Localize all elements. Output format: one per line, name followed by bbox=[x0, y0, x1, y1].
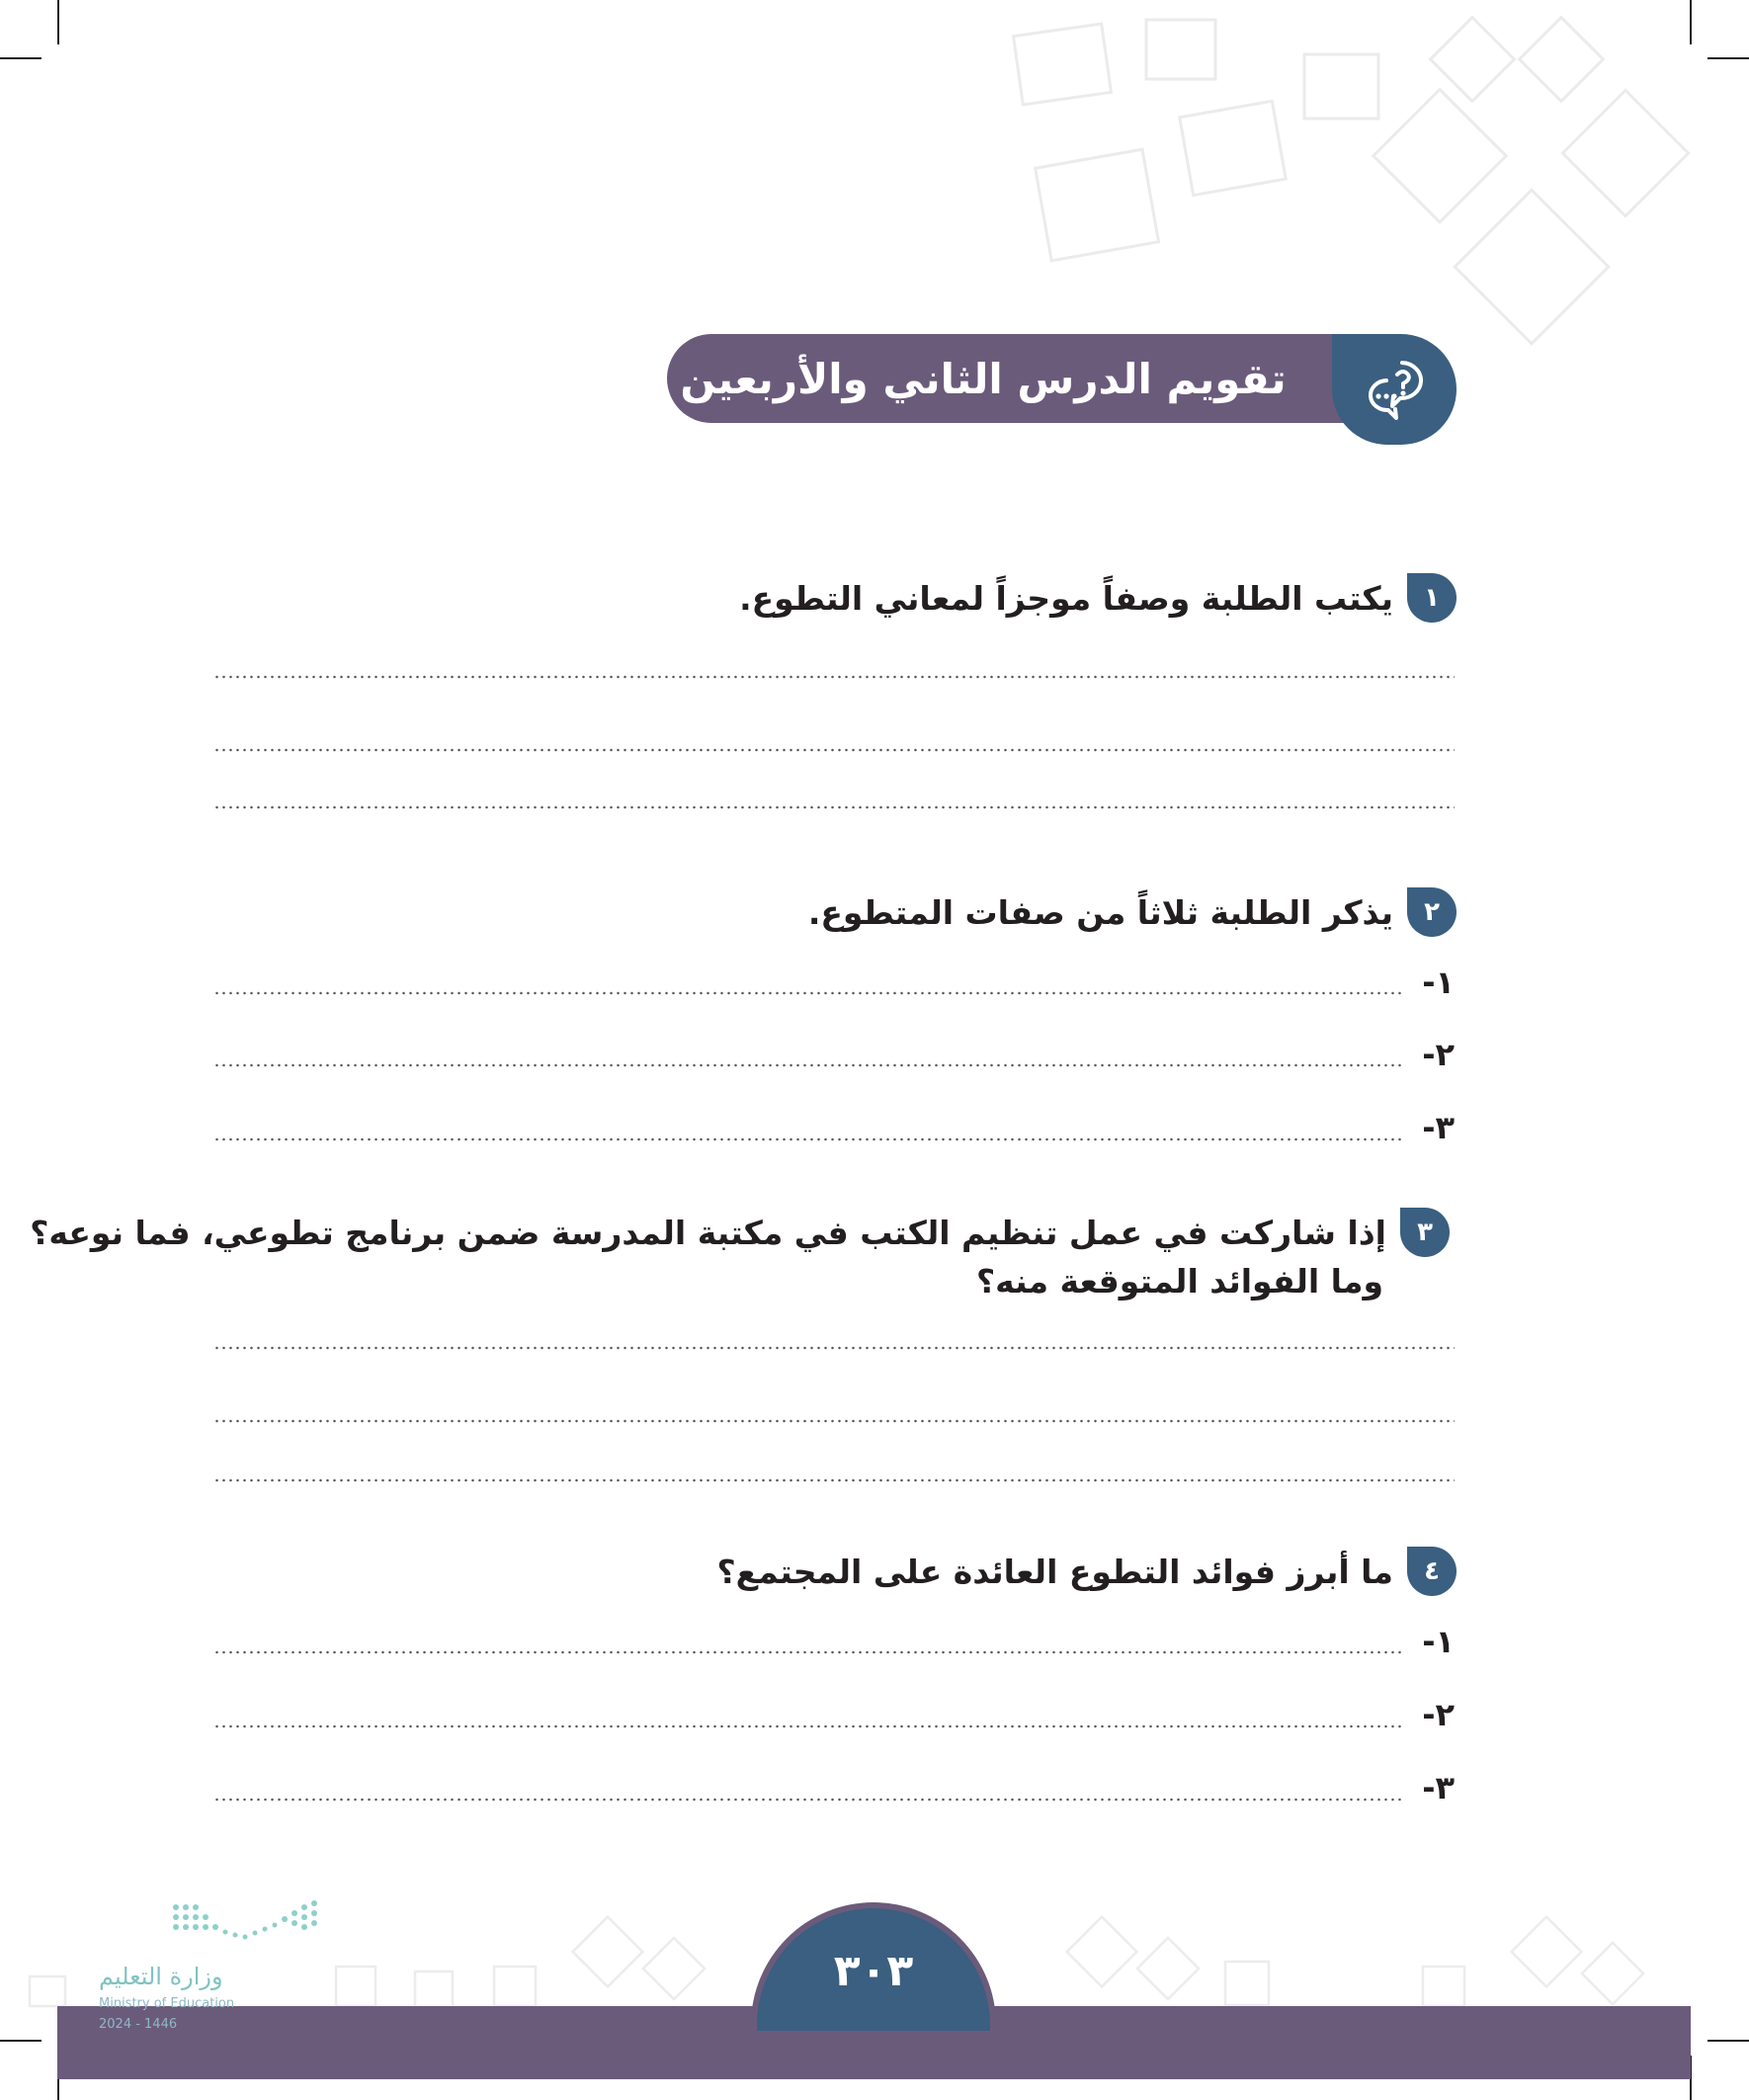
item-label: ١- bbox=[1422, 1623, 1455, 1660]
item-label: ٣- bbox=[1422, 1769, 1455, 1806]
question-number-badge: ١ bbox=[1407, 573, 1457, 623]
answer-line[interactable] bbox=[213, 1346, 1455, 1350]
answer-line[interactable] bbox=[213, 675, 1455, 679]
answer-line[interactable] bbox=[213, 1798, 1404, 1802]
item-label: ٣- bbox=[1422, 1109, 1455, 1146]
crop-mark bbox=[1707, 57, 1749, 59]
question-3 bbox=[30, 1208, 1450, 1257]
question-number-badge: ٤ bbox=[1407, 1547, 1457, 1596]
question-1 bbox=[739, 573, 1457, 623]
page-number-tab bbox=[751, 1902, 996, 2031]
question-text: ما أبرز فوائد التطوع العائدة على المجتمع؟ bbox=[716, 1552, 1393, 1591]
page-number: ٣٠٣ bbox=[833, 1946, 914, 1996]
lesson-title-banner bbox=[667, 334, 1369, 423]
answer-line[interactable] bbox=[213, 1419, 1455, 1423]
answer-line[interactable] bbox=[213, 991, 1404, 995]
answer-line[interactable] bbox=[213, 805, 1455, 809]
question-text: يكتب الطلبة وصفاً موجزاً لمعاني التطوع. bbox=[739, 578, 1393, 618]
answer-line[interactable] bbox=[213, 1724, 1404, 1728]
answer-line[interactable] bbox=[213, 1063, 1404, 1067]
question-text: إذا شاركت في عمل تنظيم الكتب في مكتبة المدرسة ضمن برنامج تطوعي، فما نوعه؟ bbox=[30, 1213, 1386, 1252]
item-label: ٢- bbox=[1422, 1036, 1455, 1073]
ministry-name-en: Ministry of Education bbox=[99, 1996, 235, 2011]
crop-mark bbox=[0, 2040, 42, 2042]
question-text: يذكر الطلبة ثلاثاً من صفات المتطوع. bbox=[807, 892, 1393, 932]
answer-line[interactable] bbox=[213, 1137, 1404, 1141]
crop-mark bbox=[1707, 2040, 1749, 2042]
answer-line[interactable] bbox=[213, 748, 1455, 752]
answer-line[interactable] bbox=[213, 1650, 1404, 1654]
item-label: ١- bbox=[1422, 964, 1455, 1001]
ministry-name-ar: وزارة التعليم bbox=[99, 1963, 223, 1990]
question-number-badge: ٢ bbox=[1407, 887, 1457, 937]
crop-mark bbox=[57, 0, 59, 44]
crop-mark bbox=[0, 57, 42, 59]
answer-line[interactable] bbox=[213, 1478, 1455, 1482]
question-chat-icon bbox=[1332, 334, 1457, 445]
question-4 bbox=[716, 1547, 1457, 1596]
crop-mark bbox=[1690, 0, 1692, 44]
ministry-year: 2024 - 1446 bbox=[99, 2017, 178, 2032]
question-text-line2: وما الفوائد المتوقعة منه؟ bbox=[975, 1262, 1383, 1301]
item-label: ٢- bbox=[1422, 1696, 1455, 1733]
question-number-badge: ٣ bbox=[1400, 1208, 1450, 1257]
lesson-title: تقويم الدرس الثاني والأربعين bbox=[680, 354, 1287, 403]
question-2 bbox=[808, 887, 1457, 937]
